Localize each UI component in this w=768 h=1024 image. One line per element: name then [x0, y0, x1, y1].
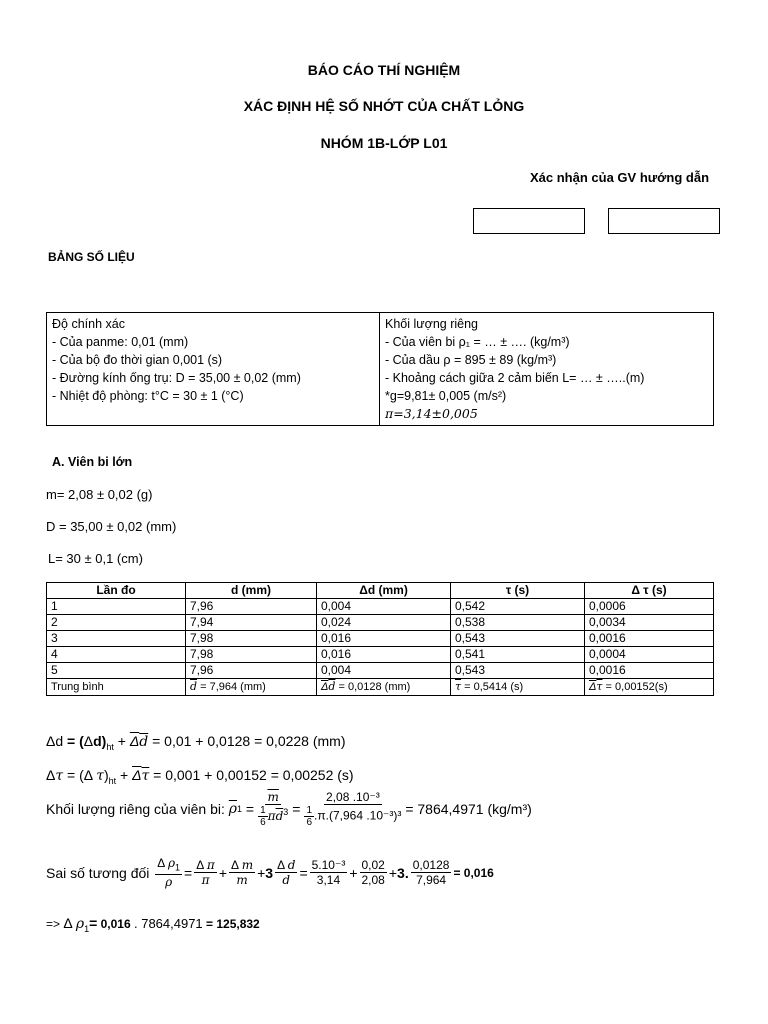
ball-density-label: Khối lượng riêng của viên bi:	[46, 801, 225, 818]
report-title: BÁO CÁO THÍ NGHIỆM	[307, 62, 461, 78]
table-cell: 2	[47, 615, 186, 631]
ball-density-formula: Khối lượng riêng của viên bi: $\overline{\rho}$ 1 = $\overline{m}$ $\frac{1}{6}$ $\pi\overline{d}^3$ = 2,08 .10⁻³ $\frac{1}{6}$ .π.(7,964 .10⁻³)³ = 7864,4971 (kg/m³)	[46, 790, 532, 829]
table-cell: 5	[47, 663, 186, 679]
density-symbolic-fraction: $\overline{m}$ $\frac{1}{6}$ $\pi\overline{d}^3$	[260, 790, 289, 829]
table-cell: 0,0016	[585, 631, 714, 647]
signature-box-1	[473, 208, 585, 234]
density-line: - Của dầu ρ = 895 ± 89 (kg/m³)	[385, 353, 557, 367]
table-row	[47, 663, 714, 679]
average-d: $\overline{d} = 7,964$ (mm)	[186, 679, 317, 696]
table-cell: 0,016	[317, 631, 451, 647]
table-row	[47, 599, 714, 615]
pi-error-denominator: 3,14	[316, 873, 341, 888]
measurement-table	[46, 582, 714, 696]
table-row	[47, 647, 714, 663]
group-class: NHÓM 1B-LỚP L01	[320, 135, 448, 151]
table-cell: 3	[47, 631, 186, 647]
delta-d-result: = 0,01 + 0,0128 = 0,0228 (mm)	[152, 733, 346, 749]
precision-column	[47, 313, 380, 426]
table-cell: 0,016	[317, 647, 451, 663]
column-header: d (mm)	[186, 583, 317, 599]
table-cell: 0,004	[317, 599, 451, 615]
table-cell: 0,543	[451, 663, 585, 679]
mass-value: m= 2,08 ± 0,02 (g)	[46, 487, 153, 502]
delta-tau-formula: Δτ = (Δ $\tau)_{ht} + \Delta\tau = 0,001 + 0,00152 = 0,00252$ (s)	[46, 767, 354, 786]
average-delta-tau-value: = 0,00152(s)	[605, 681, 668, 693]
table-cell: 0,004	[317, 663, 451, 679]
relative-error-result: = 0,016	[453, 865, 494, 880]
ball-density-result: = 7864,4971 (kg/m³)	[405, 801, 532, 818]
precision-info-table	[46, 312, 714, 426]
average-delta-d-value: = 0,0128 (mm)	[338, 681, 411, 693]
average-tau-value: = 0,5414 (s)	[464, 681, 524, 693]
cylinder-diameter: D = 35,00 ± 0,02 (mm)	[46, 519, 177, 534]
precision-line: - Đường kính ống trụ: D = 35,00 ± 0,02 (mm)	[52, 371, 301, 385]
table-cell: 0,543	[451, 631, 585, 647]
table-cell: 7,96	[186, 663, 317, 679]
column-header: Δd (mm)	[317, 583, 451, 599]
table-cell: 4	[47, 647, 186, 663]
instructor-confirmation-label: Xác nhận của GV hướng dẫn	[530, 170, 710, 185]
average-delta-tau: Δτ = 0,00152(s)	[585, 679, 714, 696]
density-line: π=3,14±0,005	[385, 406, 478, 421]
density-numeric-fraction: 2,08 .10⁻³ $\frac{1}{6}$ .π.(7,964 .10⁻³)³	[306, 790, 402, 829]
table-cell: 7,98	[186, 647, 317, 663]
table-cell: 0,0006	[585, 599, 714, 615]
delta-tau-result: = 0,001 + 0,00152 = 0,00252 (s)	[153, 767, 354, 783]
relative-error-label: Sai số tương đối	[46, 864, 150, 881]
density-numerator: 2,08 .10⁻³	[326, 790, 380, 805]
table-cell: 0,0004	[585, 647, 714, 663]
table-cell: 7,94	[186, 615, 317, 631]
table-cell: 0,024	[317, 615, 451, 631]
data-section-heading: BẢNG SỐ LIỆU	[48, 250, 135, 264]
section-a-heading: A. Viên bi lớn	[52, 455, 133, 469]
table-cell: 7,96	[186, 599, 317, 615]
mass-error-numerator: 0,02	[361, 858, 385, 873]
density-line: Khối lượng riêng	[385, 317, 479, 331]
precision-line: Độ chính xác	[52, 317, 125, 331]
table-cell: 1	[47, 599, 186, 615]
signature-box-2	[608, 208, 720, 234]
table-cell: 0,541	[451, 647, 585, 663]
density-denominator: .π.(7,964 .10⁻³)³	[314, 808, 402, 823]
density-column	[380, 313, 714, 426]
precision-line: - Của panme: 0,01 (mm)	[52, 335, 189, 349]
sensor-distance: L= 30 ± 0,1 (cm)	[48, 551, 143, 566]
average-tau: $\overline{\tau} = 0,5414$ (s)	[451, 679, 585, 696]
precision-line: - Của bộ đo thời gian 0,001 (s)	[52, 353, 223, 367]
table-cell: 0,542	[451, 599, 585, 615]
density-line: *g=9,81± 0,005 (m/s²)	[385, 389, 507, 403]
column-header: τ (s)	[451, 583, 585, 599]
table-cell: 0,538	[451, 615, 585, 631]
density-line: - Khoảng cách giữa 2 cảm biến L= … ± …..(m)	[385, 371, 645, 385]
table-header-row	[47, 583, 714, 599]
average-d-value: = 7,964 (mm)	[200, 681, 266, 693]
relative-error-formula: Sai số tương đối $\frac{\Delta \rho_1}{\rho}$ = $\frac{\text{Δ π}}{\pi}$ + $\frac{\text{Δ m}}{m}$ + 3 $\frac{\text{Δ d}}{d}$ = $\frac{\text{5.10⁻³}}{3,14}$ + $\frac{0,02}{2,08}$ + 3. $\frac{0,0128}{7,964}$ = 0,016	[46, 856, 494, 890]
average-delta-d: Δd = 0,0128 (mm)	[317, 679, 451, 696]
column-header: Lần đo	[47, 583, 186, 599]
average-row	[47, 679, 714, 696]
table-row	[47, 631, 714, 647]
table-row	[47, 615, 714, 631]
precision-line: - Nhiệt độ phòng: t°C = 30 ± 1 (°C)	[52, 389, 244, 403]
absolute-error-result: = 125,832	[206, 917, 260, 931]
density-value: . 7864,4971	[133, 916, 203, 931]
relative-error-value: 0,016	[100, 917, 131, 931]
column-header: Δ τ (s)	[585, 583, 714, 599]
table-cell: 0,0034	[585, 615, 714, 631]
average-label: Trung bình	[47, 679, 186, 696]
absolute-error-formula: => Δ $\rho_1= 0,016$ . 7864,4971 = 125,832	[46, 915, 260, 934]
table-cell: 7,98	[186, 631, 317, 647]
pi-error-numerator: 5.10⁻³	[311, 858, 346, 873]
delta-d-formula: $\Delta d = (\Delta d)_{ht} + \Delta d = 0,01 + 0,0128 = 0,0228$ (mm)	[46, 733, 346, 752]
diameter-error-denominator: 7,964	[416, 873, 447, 888]
density-line: - Của viên bi ρ₁ = … ± …. (kg/m³)	[385, 335, 570, 349]
mass-error-denominator: 2,08	[361, 873, 385, 888]
table-cell: 0,0016	[585, 663, 714, 679]
report-subtitle: XÁC ĐỊNH HỆ SỐ NHỚT CỦA CHẤT LỎNG	[243, 98, 525, 114]
diameter-error-numerator: 0,0128	[412, 858, 450, 873]
